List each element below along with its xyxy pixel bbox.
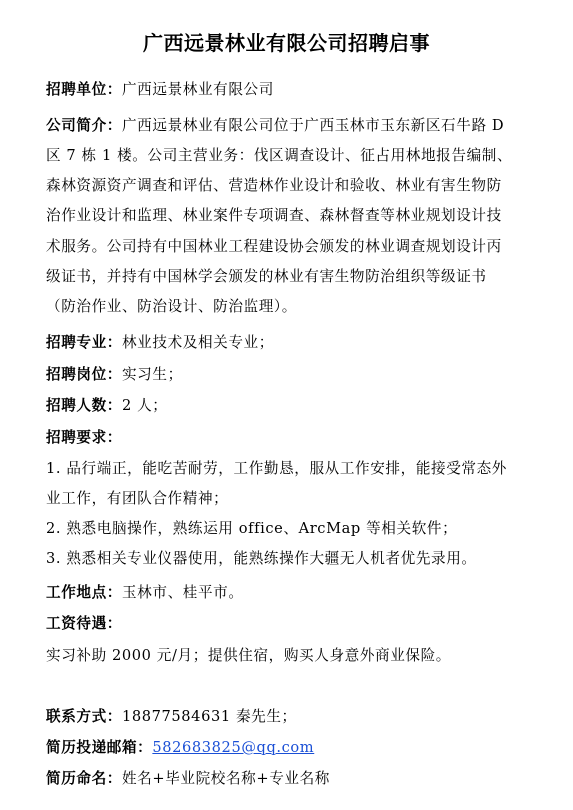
email-link[interactable]: 582683825@qq.com <box>152 739 315 756</box>
requirement-line: 业工作，有团队合作精神； <box>46 490 229 507</box>
intro-line: （防治作业、防治设计、防治监理）。 <box>46 298 297 315</box>
contact-value: 18877584631 秦先生； <box>121 708 297 725</box>
contact-row <box>46 706 546 728</box>
location-label: 工作地点： <box>46 584 122 601</box>
resume-name-row <box>46 768 546 790</box>
requirement-line: 3. 熟悉相关专业仪器使用，能熟练操作大疆无人机者优先录用。 <box>46 550 477 567</box>
requirement-line: 1. 品行端正，能吃苦耐劳，工作勤恳，服从工作安排，能接受常态外 <box>46 460 507 477</box>
intro-line: 治作业设计和监理、林业案件专项调查、森林督查等林业规划设计技 <box>46 207 502 224</box>
requirements-row <box>46 427 546 449</box>
email-label: 简历投递邮箱： <box>46 739 153 756</box>
headcount-label: 招聘人数： <box>46 397 122 414</box>
intro-line: 广西远景林业有限公司位于广西玉林市玉东新区石牛路 D <box>121 117 505 134</box>
salary-label: 工资待遇： <box>46 615 122 632</box>
major-row <box>46 332 546 354</box>
email-row <box>46 737 546 759</box>
headcount-row <box>46 395 546 417</box>
major-label: 招聘专业： <box>46 334 122 351</box>
intro-line: 森林资源资产调查和评估、营造林作业设计和验收、林业有害生物防 <box>46 177 502 194</box>
intro-line: 术服务。公司持有中国林业工程建设协会颁发的林业调查规划设计丙 <box>46 238 502 255</box>
location-row <box>46 582 546 604</box>
position-row <box>46 364 546 386</box>
location-value: 玉林市、桂平市。 <box>121 584 244 601</box>
intro-label: 公司简介： <box>46 117 122 134</box>
position-value: 实习生； <box>121 366 183 383</box>
company-row <box>46 79 546 101</box>
requirement-line: 2. 熟悉电脑操作，熟练运用 office、ArcMap 等相关软件； <box>46 520 458 537</box>
company-value: 广西远景林业有限公司 <box>121 81 274 98</box>
intro-row <box>46 115 546 137</box>
salary-value: 实习补助 2000 元/月；提供住宿，购买人身意外商业保险。 <box>46 647 451 664</box>
intro-line: 级证书，并持有中国林学会颁发的林业有害生物防治组织等级证书 <box>46 268 487 285</box>
intro-line: 区 7 栋 1 楼。公司主营业务：伐区调查设计、征占用林地报告编制、 <box>46 147 513 164</box>
company-label: 招聘单位： <box>46 81 122 98</box>
document-title: 广西远景林业有限公司招聘启事 <box>143 31 430 55</box>
requirements-label: 招聘要求： <box>46 429 122 446</box>
contact-label: 联系方式： <box>46 708 122 725</box>
headcount-value: 2 人； <box>121 397 168 414</box>
position-label: 招聘岗位： <box>46 366 122 383</box>
salary-row <box>46 613 546 635</box>
resume-name-value: 姓名+毕业院校名称+专业名称 <box>121 770 330 787</box>
resume-name-label: 简历命名： <box>46 770 122 787</box>
major-value: 林业技术及相关专业； <box>121 334 274 351</box>
